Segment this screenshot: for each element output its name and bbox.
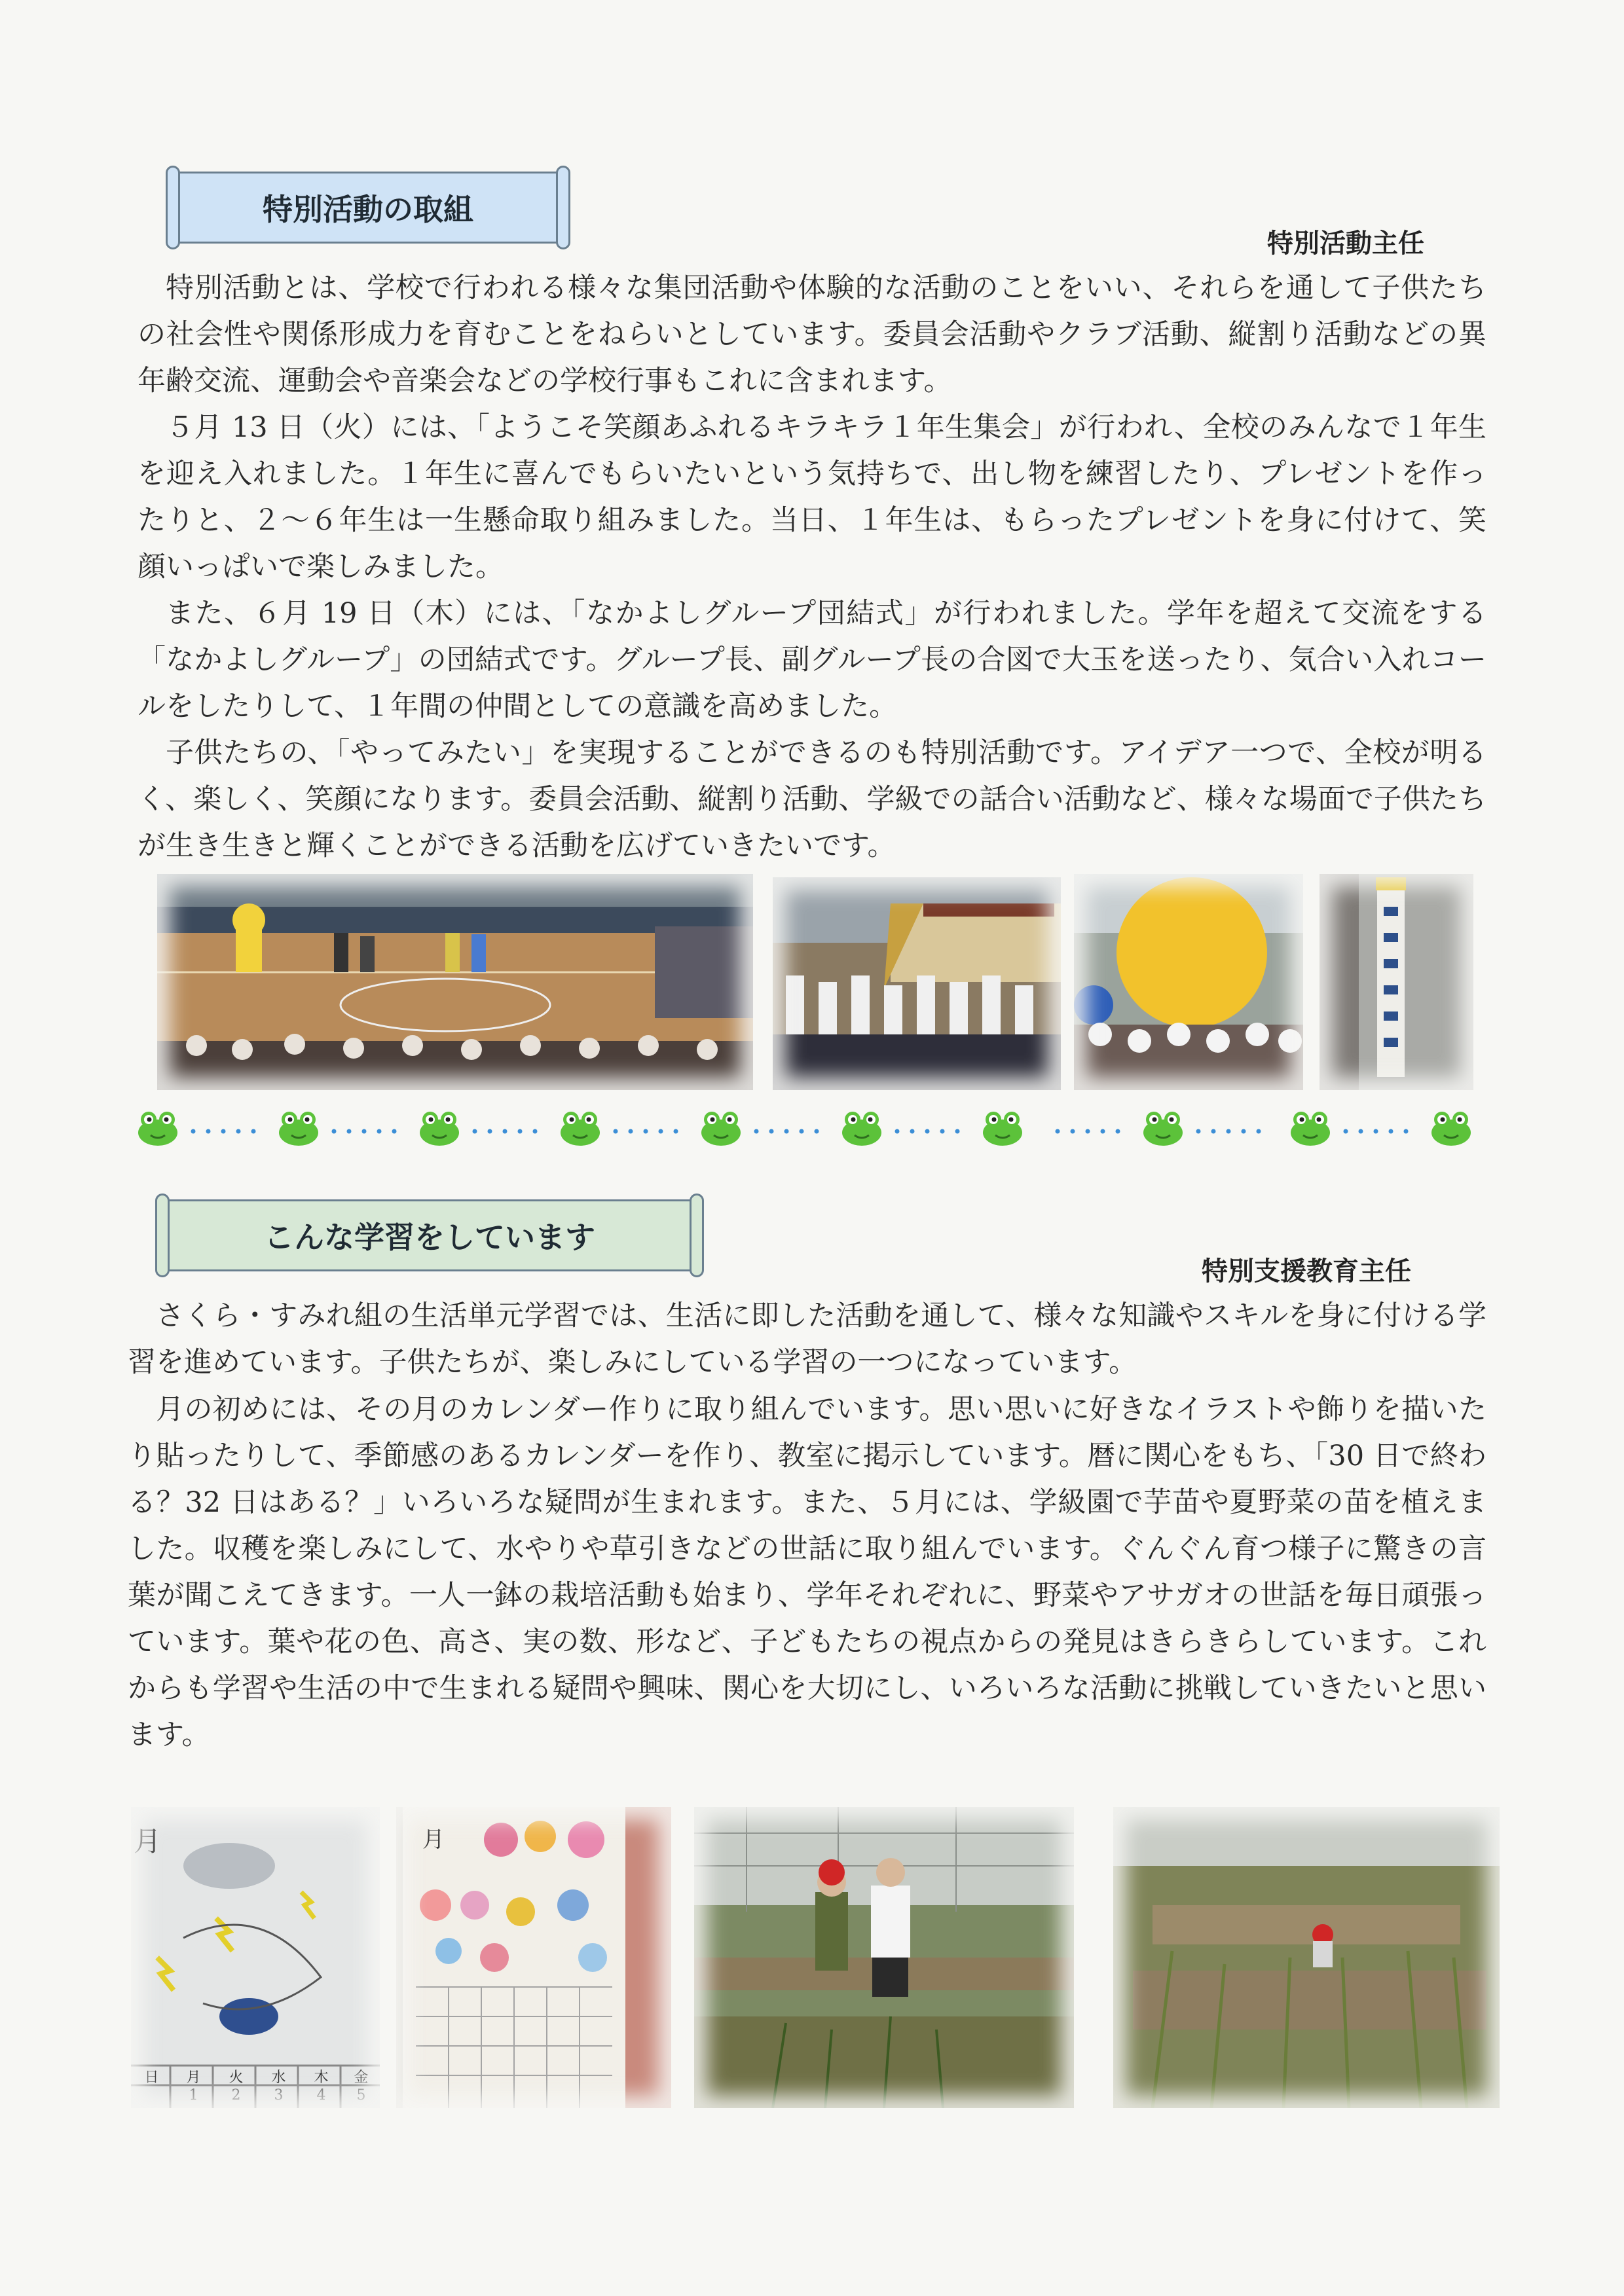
stage-group-photo [773, 877, 1061, 1090]
section2-paragraph-1: さくら・すみれ組の生活単元学習では、生活に即した活動を通して、様々な知識やスキルを身に付ける学習を進めています。子供たちが、楽しみにしている学習の一つになっています。 [128, 1300, 1486, 1379]
date-label: 3 [274, 2087, 284, 2104]
calendar-photo-1 [131, 1807, 380, 2108]
calendar-photo-2 [396, 1807, 671, 2108]
section1-paragraph-3: また、６月 19 日（木）には、「なかよしグループ団結式」が行われました。学年を超えて交流をする「なかよしグループ」の団結式です。グループ長、副グループ長の合図で大玉を送ったり、気合い入れコールをしたりして、１年間の仲間としての意識を高めました。 [138, 597, 1486, 723]
section2-author: 特別支援教育主任 [1202, 1256, 1411, 1286]
section2-title: こんな学習をしています [264, 1220, 595, 1255]
frog-divider-graphic [138, 1106, 1473, 1152]
calendar1-month: 月 [134, 1825, 162, 1857]
calendar2-month: 月 [422, 1827, 445, 1853]
section2-paragraph-2: 月の初めには、その月のカレンダー作りに取り組んでいます。思い思いに好きなイラストや飾りを描いたり貼ったりして、季節感のあるカレンダーを作り、教室に掲示しています。暦に関心をもち、「30 日で終わる？32 日はある？」いろいろな疑問が生まれます。また、５月には、学級園で芋苗や夏野菜の苗を植えました。収穫を楽しみにして、水やりや草引きなどの世話に取り組んでいます。ぐんぐん育つ様子に驚きの言葉が聞こえてきます。一人一鉢の栽培活動も始まり、学年それぞれに、野菜やアサガオの世話を毎日頑張っています。葉や花の色、高さ、実の数、形など、子どもたちの視点からの発見はきらきらしています。これからも学習や生活の中で生まれる疑問や興味、関心を大切にし、いろいろな活動に挑戦していきたいと思います。 [128, 1393, 1486, 1751]
dot-line [191, 1129, 1409, 1134]
section1-title: 特別活動の取組 [263, 192, 473, 227]
section1-paragraph-1: 特別活動とは、学校で行われる様々な集団活動や体験的な活動のことをいい、それらを通して子供たちの社会性や関係形成力を育むことをねらいとしています。委員会活動やクラブ活動、縦割り活動などの異年齢交流、運動会や音楽会などの学校行事もこれに含まれます。 [138, 272, 1486, 397]
weekday-label: 水 [271, 2069, 286, 2086]
frog-icon [138, 1112, 1471, 1146]
date-label: 1 [189, 2087, 198, 2104]
weekday-label: 木 [314, 2069, 329, 2086]
garden-children-photo [694, 1807, 1074, 2108]
date-label: 4 [316, 2087, 326, 2104]
date-label: 5 [356, 2087, 366, 2104]
section2-banner [165, 1199, 694, 1271]
weekday-label: 日 [144, 2069, 159, 2086]
section1-banner [175, 172, 561, 244]
big-ball-photo [1074, 874, 1303, 1090]
frog-divider [138, 1106, 1473, 1152]
vegetable-garden-photo [1113, 1807, 1500, 2108]
weekday-label: 火 [229, 2069, 244, 2086]
weekday-label: 月 [186, 2069, 201, 2086]
section1-paragraph-2: ５月 13 日（火）には、「ようこそ笑顔あふれるキラキラ１年生集会」が行われ、全校のみんなで１年生を迎え入れました。１年生に喜んでもらいたいという気持ちで、出し物を練習したり、プレゼントを作ったりと、２～６年生は一生懸命取り組みました。当日、１年生は、もらったプレゼントを身に付けて、笑顔いっぱいで楽しみました。 [138, 411, 1486, 583]
banner-photo [1320, 874, 1473, 1090]
section1-author: 特別活動主任 [1267, 228, 1424, 259]
section1-paragraph-4: 子供たちの、「やってみたい」を実現することができるのも特別活動です。アイデア一つで、全校が明るく、楽しく、笑顔になります。委員会活動、縦割り活動、学級での話合い活動など、様々な場面で子供たちが生き生きと輝くことができる活動を広げていきたいです。 [138, 737, 1486, 862]
date-label: 2 [231, 2087, 241, 2104]
weekday-label: 金 [354, 2069, 369, 2086]
gym-assembly-photo [157, 874, 753, 1090]
